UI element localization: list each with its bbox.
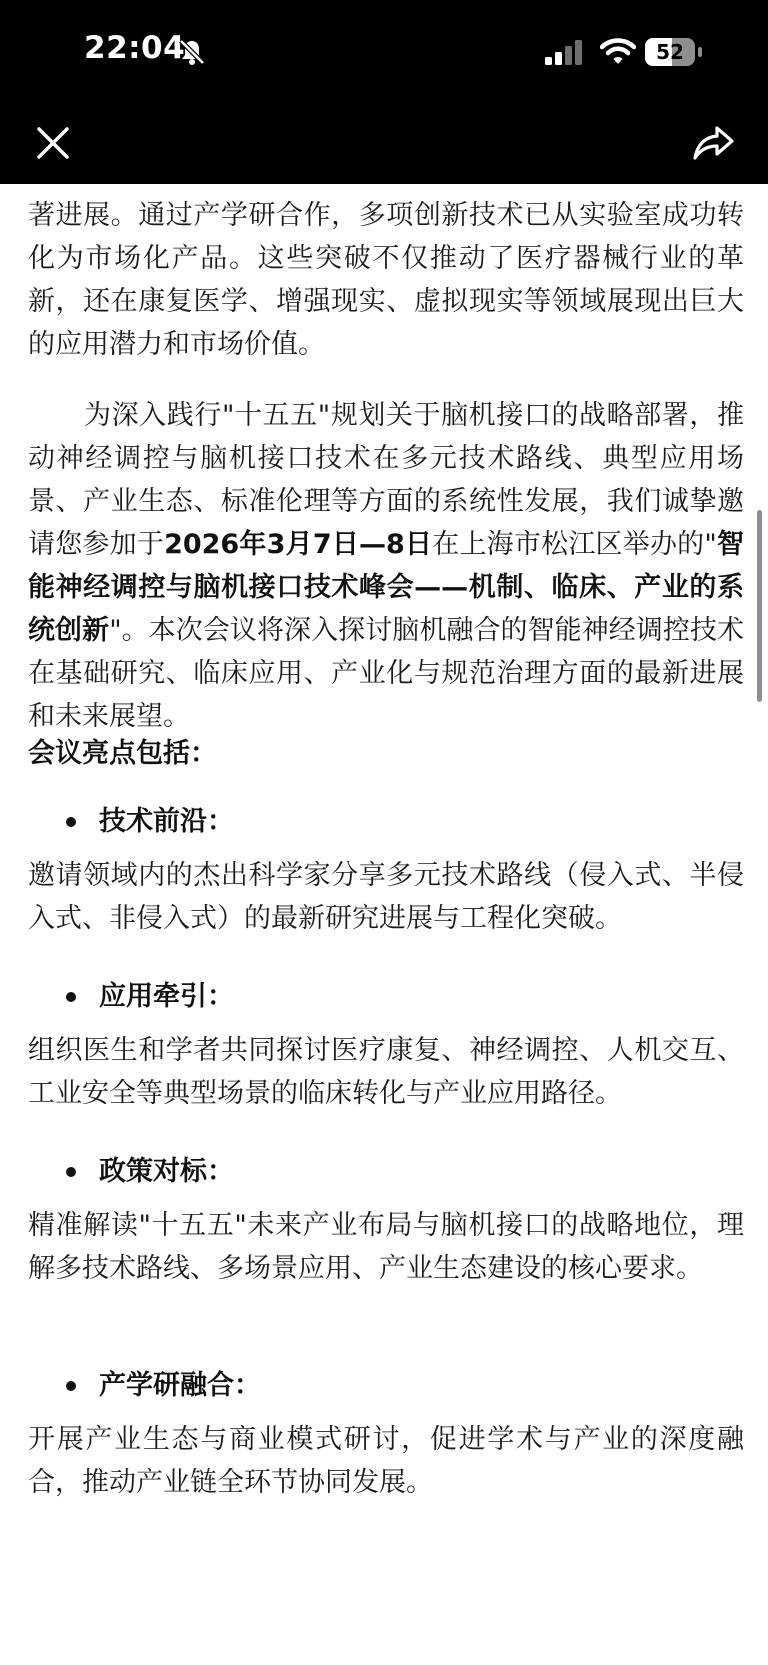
bullet-dot: [66, 992, 76, 1002]
highlight-description: 精准解读"十五五"未来产业布局与脑机接口的战略地位，理解多技术路线、多场景应用、产业生态建设的核心要求。: [28, 1210, 744, 1284]
invitation-text-part3: "。本次会议将深入探讨脑机融合的智能神经调控技术在基础研究、临床应用、产业化与规范治理方面的最新进展和未来展望。: [28, 615, 745, 732]
bullet-dot: [66, 1167, 76, 1177]
highlight-label: 产学研融合：: [99, 1370, 261, 1401]
highlight-description: 邀请领域内的杰出科学家分享多元技术路线（侵入式、半侵入式、非侵入式）的最新研究进展与工程化突破。: [28, 860, 744, 934]
cellular-signal-icon: [544, 40, 586, 66]
status-time: 22:04: [84, 30, 186, 66]
highlight-description: 组织医生和学者共同探讨医疗康复、神经调控、人机交互、工业安全等典型场景的临床转化与产业应用路径。: [28, 1035, 744, 1109]
article-content: [0, 184, 768, 1665]
highlight-label: 应用牵引：: [99, 981, 234, 1012]
bullet-dot: [66, 817, 76, 827]
highlights-heading: 会议亮点包括：: [28, 738, 217, 769]
article-paragraph-invitation: [28, 394, 744, 738]
top-navigation-bar: [0, 100, 768, 184]
vertical-scrollbar[interactable]: [757, 510, 762, 702]
battery-level: 52: [656, 40, 684, 64]
summit-title: 智能神经调控与脑机接口技术峰会——机制、临床、产业的系统创新: [28, 529, 745, 646]
highlight-label: 政策对标：: [99, 1156, 234, 1187]
status-bar: [0, 0, 768, 100]
invitation-text-part1: 为深入践行"十五五"规划关于脑机接口的战略部署，推动神经调控与脑机接口技术在多元技术路线、典型应用场景、产业生态、标准伦理等方面的系统性发展，我们诚挚邀请您参加于: [28, 400, 744, 560]
invitation-text-part2: 在上海市松江区举办的": [432, 529, 717, 560]
article-paragraph-intro: 著进展。通过产学研合作，多项创新技术已从实验室成功转化为市场化产品。这些突破不仅推动了医疗器械行业的革新，还在康复医学、增强现实、虚拟现实等领域展现出巨大的应用潜力和市场价值。: [28, 200, 744, 360]
highlight-description: 开展产业生态与商业模式研讨，促进学术与产业的深度融合，推动产业链全环节协同发展。: [28, 1424, 744, 1498]
summit-date: 2026年3月7日—8日: [164, 529, 433, 560]
share-icon[interactable]: [690, 120, 736, 166]
highlight-label: 技术前沿：: [99, 806, 234, 837]
bullet-dot: [66, 1381, 76, 1391]
close-icon[interactable]: [32, 122, 74, 164]
wifi-icon: [600, 36, 636, 66]
bell-slash-icon: [178, 38, 206, 66]
